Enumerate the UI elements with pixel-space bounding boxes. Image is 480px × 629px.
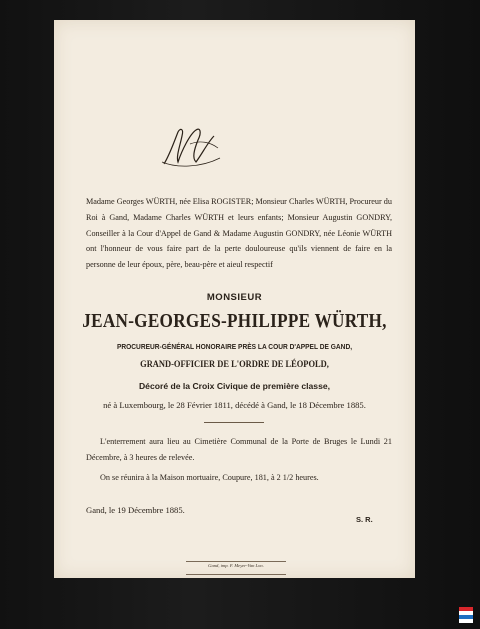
initials: S. R.: [356, 515, 373, 524]
funeral-paragraph: L'enterrement aura lieu au Cimetière Communal de la Porte de Bruges le Lundi 21 Décembre, à 3 heures de relevée.: [86, 437, 392, 462]
birth-death-dates: né à Luxembourg, le 28 Février 1811, décédé à Gand, le 18 Décembre 1885.: [103, 400, 366, 410]
flag-icon: [459, 607, 473, 623]
family-paragraph: Madame Georges WÜRTH, née Elisa ROGISTER; Monsieur Charles WÜRTH, Procureur du Roi à Gand, Madame Charles WÜRTH et leurs enfants; Monsieur Augustin GONDRY, Conseiller à la Cour d'Appel de Gand & Madame Augustin GONDRY, née Léonie WÜRTH ont l'honneur de vous faire part de la perte douloureuse qu'ils viennent de faire en la personne de leur époux, père, beau-père et aieul respectif: [86, 197, 392, 270]
monogram-icon: [160, 124, 222, 170]
deceased-decoration: Décoré de la Croix Civique de première classe,: [138, 381, 331, 391]
gathering-paragraph: On se réunira à la Maison mortuaire, Coupure, 181, à 2 1/2 heures.: [100, 473, 319, 482]
honorific: MONSIEUR: [206, 292, 263, 303]
divider: [204, 422, 264, 423]
deceased-name: JEAN-GEORGES-PHILIPPE WÜRTH,: [82, 310, 387, 332]
printer-text: Gand, imp. F. Meyer-Van Loo.: [208, 563, 264, 568]
deceased-order: GRAND-OFFICIER DE L'ORDRE DE LÉOPOLD,: [140, 360, 329, 370]
deceased-title: PROCUREUR-GÉNÉRAL HONORAIRE PRÈS LA COUR D'APPEL DE GAND,: [116, 342, 353, 351]
printer-imprint: [186, 561, 286, 575]
place-date: Gand, le 19 Décembre 1885.: [86, 505, 185, 515]
